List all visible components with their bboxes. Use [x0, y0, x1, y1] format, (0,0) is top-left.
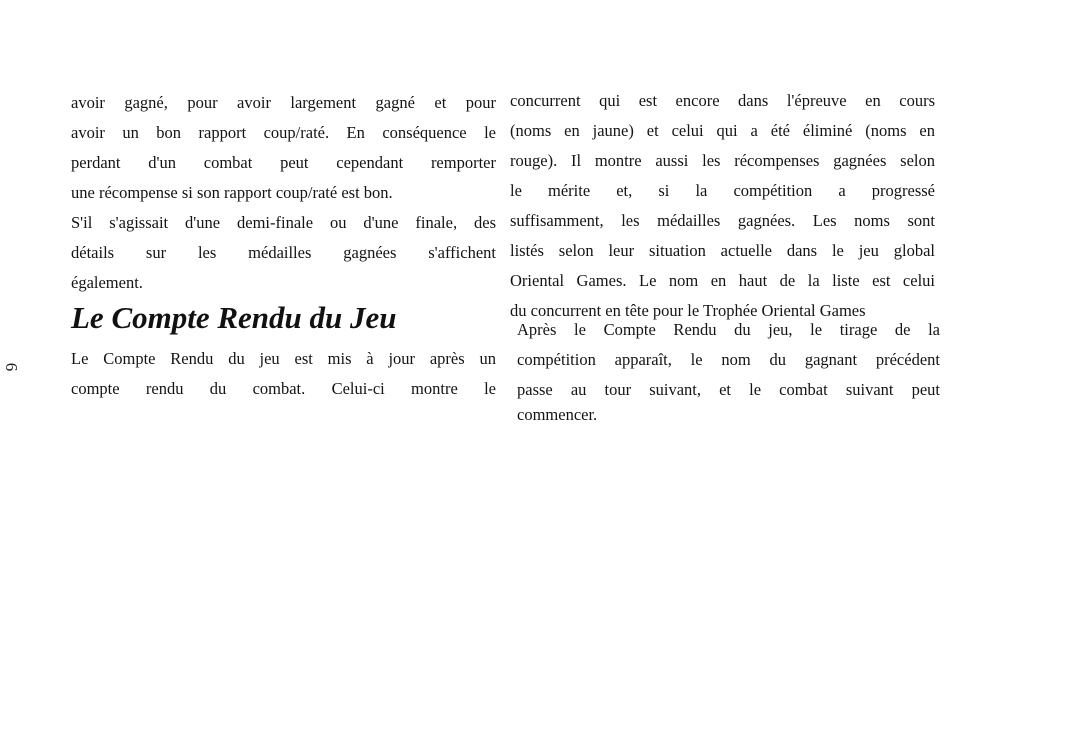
right-column-top-paragraph [510, 86, 935, 326]
text-line: concurrent qui est encore dans l'épreuve en cours [510, 91, 935, 110]
left-column-bottom-paragraph [71, 344, 496, 404]
text-line: également. [71, 273, 143, 292]
right-column-bottom-paragraph [517, 315, 940, 429]
text-line: détails sur les médailles gagnées s'affichent [71, 243, 496, 262]
text-line: passe au tour suivant, et le combat suivant peut [517, 380, 940, 399]
text-line: avoir gagné, pour avoir largement gagné et pour [71, 93, 496, 112]
text-line: compte rendu du combat. Celui-ci montre le [71, 379, 496, 398]
text-line: du concurrent en tête pour le Trophée Oriental Games [510, 301, 866, 320]
text-line: avoir un bon rapport coup/raté. En conséquence le [71, 123, 496, 142]
text-line: listés selon leur situation actuelle dans le jeu global [510, 241, 935, 260]
text-line: suffisamment, les médailles gagnées. Les noms sont [510, 211, 935, 230]
left-column-top-paragraph [71, 88, 496, 298]
text-line: compétition apparaît, le nom du gagnant précédent [517, 350, 940, 369]
text-line: le mérite et, si la compétition a progressé [510, 181, 935, 200]
text-line: S'il s'agissait d'une demi-finale ou d'une finale, des [71, 213, 496, 232]
text-line: (noms en jaune) et celui qui a été éliminé (noms en [510, 121, 935, 140]
section-heading: Le Compte Rendu du Jeu [71, 300, 397, 335]
text-line: commencer. [517, 405, 598, 424]
text-line: Oriental Games. Le nom en haut de la liste est celui [510, 271, 935, 290]
text-line: perdant d'un combat peut cependant remporter [71, 153, 496, 172]
text-line: une récompense si son rapport coup/raté est bon. [71, 183, 393, 202]
text-line: rouge). Il montre aussi les récompenses gagnées selon [510, 151, 935, 170]
page-number: 6 [2, 362, 21, 372]
text-line: Le Compte Rendu du jeu est mis à jour après un [71, 349, 496, 368]
text-line: Après le Compte Rendu du jeu, le tirage de la [517, 320, 940, 339]
